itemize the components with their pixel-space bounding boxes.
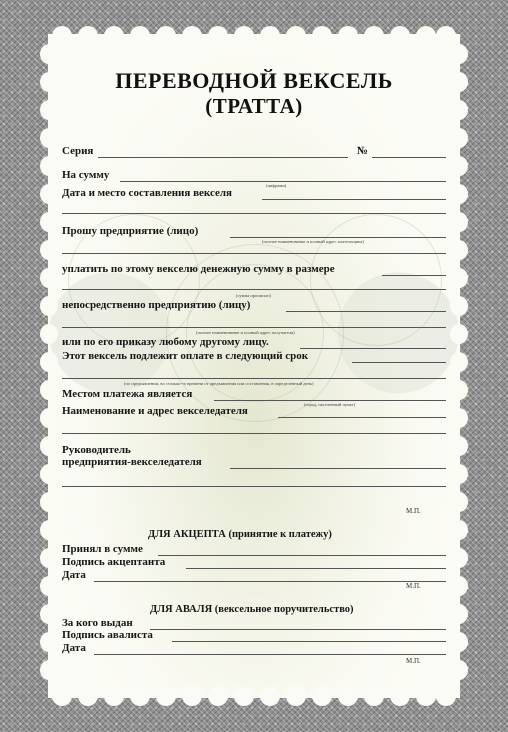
direct-label: непосредственно предприятию (лицу) — [62, 299, 251, 311]
payee-field-2[interactable] — [62, 327, 446, 328]
date-place-field-2[interactable] — [62, 213, 446, 214]
series-label: Серия — [62, 145, 94, 157]
order-label: или по его приказу любому другому лицу. — [62, 336, 269, 348]
accepted-sum-label: Принял в сумме — [62, 543, 143, 555]
aval-heading: ДЛЯ АВАЛЯ (вексельное поручительство) — [150, 604, 354, 615]
avalist-signature-field[interactable] — [172, 641, 446, 642]
payee-hint: (полное наименование и полный адрес получателя) — [196, 330, 295, 335]
amount-words-hint: (сумма прописью) — [236, 293, 272, 298]
pay-label: уплатить по этому векселю денежную сумму в размере — [62, 263, 335, 275]
place-label: Местом платежа является — [62, 388, 193, 400]
acceptance-heading: ДЛЯ АКЦЕПТА (принятие к платежу) — [148, 529, 332, 540]
for-whom-field[interactable] — [150, 629, 446, 630]
stamp-place-3: М.П. — [406, 657, 421, 665]
place-hint: (город, населенный пункт) — [304, 402, 356, 407]
place-field[interactable] — [214, 400, 446, 401]
number-field[interactable] — [372, 157, 446, 158]
payer-hint: (полное наименование и полный адрес плательщика) — [262, 239, 364, 244]
series-field[interactable] — [98, 157, 348, 158]
acceptance-date-field[interactable] — [94, 581, 446, 582]
drawer-label: Наименование и адрес векселедателя — [62, 405, 248, 417]
document-subtitle: (ТРАТТА) — [205, 94, 303, 118]
head-signature-field[interactable] — [230, 468, 446, 469]
sum-label: На сумму — [62, 169, 110, 181]
for-whom-label: За кого выдан — [62, 617, 133, 629]
accepted-sum-field[interactable] — [158, 555, 446, 556]
drawer-field-2[interactable] — [62, 433, 446, 434]
acceptor-signature-field[interactable] — [186, 568, 446, 569]
acceptor-signature-label: Подпись акцептанта — [62, 556, 166, 568]
form-sheet — [48, 34, 460, 698]
stamp-place-1: М.П. — [406, 507, 421, 515]
term-label: Этот вексель подлежит оплате в следующий срок — [62, 350, 309, 362]
term-field[interactable] — [352, 362, 446, 363]
acceptance-date-label: Дата — [62, 569, 86, 581]
document-title: ПЕРЕВОДНОЙ ВЕКСЕЛЬ — [115, 68, 393, 93]
date-place-field[interactable] — [262, 199, 446, 200]
aval-date-label: Дата — [62, 642, 86, 654]
head-label-2: предприятия-векселедателя — [62, 456, 202, 468]
term-field-2[interactable] — [62, 378, 446, 379]
order-field[interactable] — [300, 348, 446, 349]
aval-date-field[interactable] — [94, 654, 446, 655]
head-signature-field-2[interactable] — [62, 486, 446, 487]
sum-field[interactable] — [120, 181, 446, 182]
payee-field[interactable] — [286, 311, 446, 312]
payer-field[interactable] — [230, 237, 446, 238]
stamp-place-2: М.П. — [406, 582, 421, 590]
payer-field-2[interactable] — [62, 253, 446, 254]
avalist-signature-label: Подпись авалиста — [62, 629, 153, 641]
number-label: № — [357, 145, 369, 157]
drawer-field[interactable] — [278, 417, 446, 418]
request-label: Прошу предприятие (лицо) — [62, 225, 199, 237]
date-place-label: Дата и место составления векселя — [62, 187, 232, 199]
term-hint: (по предъявлении, во столько-то времени от предъявления или составления, в определенный день) — [124, 381, 314, 386]
head-label: Руководитель — [62, 444, 131, 456]
sum-hint: (цифрами) — [266, 183, 287, 188]
amount-field-2[interactable] — [62, 289, 446, 290]
amount-field[interactable] — [382, 275, 446, 276]
